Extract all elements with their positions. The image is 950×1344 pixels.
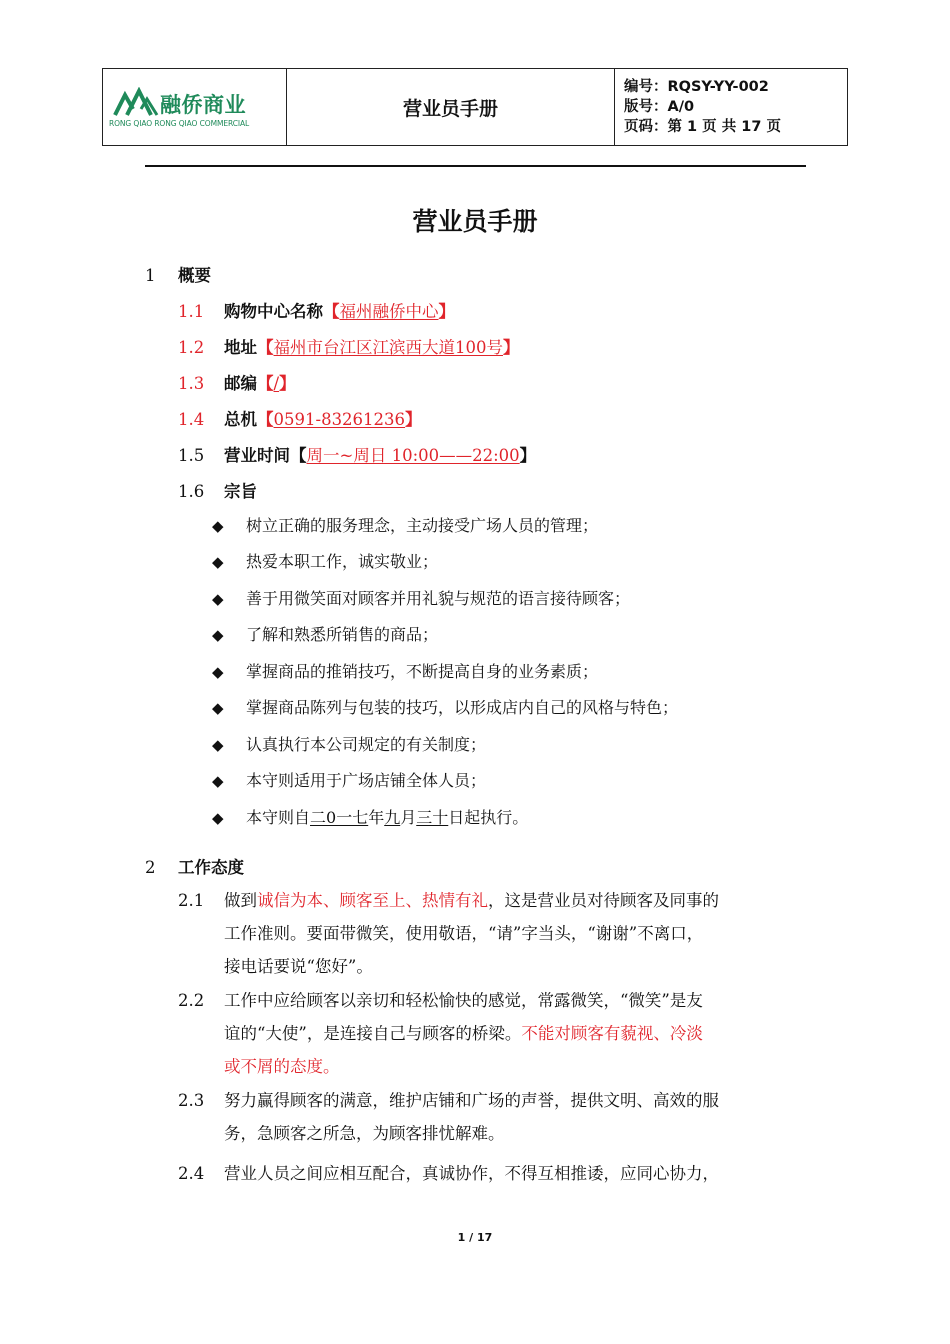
section-title: 工作态度 — [178, 858, 244, 877]
page-number: 1 / 17 — [457, 1231, 493, 1244]
paragraph-number: 2.2 — [178, 991, 205, 1010]
bullet-item — [212, 696, 678, 720]
effective-year: 二0一七 — [310, 808, 369, 827]
section-2-heading — [145, 856, 244, 880]
header-title: 营业员手册 — [287, 69, 615, 145]
bracket: 【 — [257, 410, 274, 429]
section-number: 2 — [145, 858, 156, 877]
doc-version: 版号：A/0 — [624, 99, 695, 115]
item-1-6 — [178, 480, 257, 504]
paragraph-text: 接电话要说“您好”。 — [224, 957, 373, 976]
section-1-heading — [145, 264, 211, 288]
paragraph-text: 工作中应给顾客以亲切和轻松愉快的感觉，常露微笑，“微笑”是友 — [224, 991, 703, 1010]
bullet-text: 年 — [368, 808, 385, 827]
paragraph-text: 谊的“大使”，是连接自己与顾客的桥梁。 — [224, 1024, 522, 1043]
highlight-text: 诚信为本、顾客至上、热情有礼 — [257, 891, 488, 910]
bullet-text: 热爱本职工作，诚实敬业； — [246, 552, 439, 571]
diamond-bullet-icon: ◆ — [212, 699, 224, 717]
highlight-text: 或不屑的态度。 — [224, 1057, 340, 1076]
bullet-item — [212, 660, 598, 684]
bracket: 【 — [323, 302, 340, 321]
item-number: 1.5 — [178, 446, 205, 465]
item-1-4 — [178, 408, 422, 432]
highlight-text: 不能对顾客有藐视、冷淡 — [521, 1024, 703, 1043]
document-title: 营业员手册 — [412, 207, 538, 236]
logo-chinese-text: 融侨商业 — [160, 93, 246, 117]
item-number: 1.3 — [178, 374, 205, 393]
bullet-text: 本守则自 — [246, 808, 311, 827]
header-table — [102, 68, 848, 146]
rongqiao-logo-icon — [113, 87, 159, 117]
bracket: 】 — [503, 338, 520, 357]
paragraph-text: ，这是营业员对待顾客及同事的 — [488, 891, 719, 910]
bracket: 【 — [257, 374, 274, 393]
paragraph-number: 2.4 — [178, 1164, 205, 1183]
logo-cell — [103, 69, 287, 145]
item-label: 邮编 — [224, 374, 257, 393]
bullet-item — [212, 514, 598, 538]
paragraph-text: 工作准则。要面带微笑，使用敬语，“请”字当头，“谢谢”不离口， — [224, 924, 704, 943]
doc-code: 编号：RQSY-YY-002 — [624, 79, 769, 95]
header-meta — [615, 69, 847, 145]
bracket: 】 — [438, 302, 455, 321]
diamond-bullet-icon: ◆ — [212, 663, 224, 681]
diamond-bullet-icon: ◆ — [212, 809, 224, 827]
item-number: 1.1 — [178, 302, 205, 321]
item-label: 地址 — [224, 338, 257, 357]
item-value: 福州市台江区江滨西大道100号 — [273, 338, 503, 357]
diamond-bullet-icon: ◆ — [212, 553, 224, 571]
effective-day: 三十 — [416, 808, 449, 827]
item-number: 1.2 — [178, 338, 205, 357]
item-label: 营业时间 — [224, 446, 290, 465]
bracket: 】 — [519, 446, 537, 465]
paragraph-number: 2.3 — [178, 1091, 205, 1110]
item-label: 总机 — [224, 410, 257, 429]
section-title: 概要 — [178, 266, 211, 285]
item-label: 购物中心名称 — [224, 302, 323, 321]
doc-page: 页码：第 1 页 共 17 页 — [624, 119, 782, 135]
item-1-2 — [178, 336, 520, 360]
bullet-text: 掌握商品陈列与包装的技巧，以形成店内自己的风格与特色； — [246, 698, 679, 717]
paragraph-2-1 — [178, 884, 719, 983]
item-1-5 — [178, 444, 536, 468]
bullet-text: 本守则适用于广场店铺全体人员； — [246, 771, 487, 790]
header-rule — [145, 165, 806, 167]
item-label: 宗旨 — [224, 482, 257, 501]
paragraph-text: 营业人员之间应相互配合，真诚协作，不得互相推诿，应同心协力， — [224, 1164, 719, 1183]
bullet-text: 善于用微笑面对顾客并用礼貌与规范的语言接待顾客； — [246, 589, 631, 608]
item-value: 福州融侨中心 — [339, 302, 439, 321]
bracket: 】 — [405, 410, 422, 429]
bullet-item — [212, 769, 486, 793]
bullet-text: 日起执行。 — [448, 808, 529, 827]
diamond-bullet-icon: ◆ — [212, 590, 224, 608]
bullet-item — [212, 623, 438, 647]
bullet-item — [212, 806, 528, 830]
diamond-bullet-icon: ◆ — [212, 772, 224, 790]
item-1-3 — [178, 372, 296, 396]
diamond-bullet-icon: ◆ — [212, 626, 224, 644]
bracket: 】 — [279, 374, 296, 393]
bullet-text: 树立正确的服务理念，主动接受广场人员的管理； — [246, 516, 599, 535]
bullet-text: 认真执行本公司规定的有关制度； — [246, 735, 487, 754]
paragraph-text: 努力赢得顾客的满意，维护店铺和广场的声誉，提供文明、高效的服 — [224, 1091, 719, 1110]
bracket: 【 — [257, 338, 274, 357]
item-number: 1.4 — [178, 410, 205, 429]
bullet-text: 了解和熟悉所销售的商品； — [246, 625, 439, 644]
item-number: 1.6 — [178, 482, 205, 501]
logo-english-text: RONG QIAO RONG QIAO COMMERCIAL — [109, 119, 250, 128]
section-number: 1 — [145, 266, 156, 285]
bullet-text: 掌握商品的推销技巧，不断提高自身的业务素质； — [246, 662, 599, 681]
item-1-1 — [178, 300, 455, 324]
item-value: 0591-83261236 — [273, 410, 406, 429]
paragraph-2-4 — [178, 1157, 719, 1190]
bracket: 【 — [290, 446, 307, 465]
paragraph-2-3 — [178, 1084, 719, 1150]
item-value: 周一~周日 10:00——22:00 — [306, 446, 520, 465]
bullet-item — [212, 550, 438, 574]
diamond-bullet-icon: ◆ — [212, 517, 224, 535]
bullet-item — [212, 587, 630, 611]
item-value: / — [273, 374, 280, 393]
effective-month: 九 — [384, 808, 401, 827]
bullet-text: 月 — [400, 808, 417, 827]
paragraph-number: 2.1 — [178, 891, 205, 910]
diamond-bullet-icon: ◆ — [212, 736, 224, 754]
paragraph-2-2 — [178, 984, 703, 1083]
paragraph-text: 务，急顾客之所急，为顾客排忧解难。 — [224, 1124, 505, 1143]
bullet-item — [212, 733, 486, 757]
paragraph-text: 做到 — [224, 891, 257, 910]
